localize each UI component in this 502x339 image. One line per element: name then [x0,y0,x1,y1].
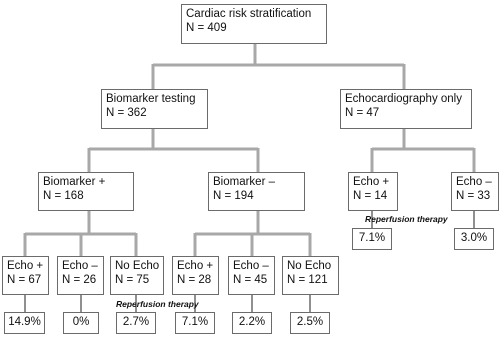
node-title: No Echo [287,260,332,272]
node-count: N = 67 [7,274,42,286]
node-echo-only-echo-positive [348,172,398,211]
node-title: Echo – [62,260,98,272]
node-bn-echo-positive [172,256,219,295]
node-count: N = 121 [287,274,328,286]
node-count: N = 168 [43,190,84,202]
node-count: N = 47 [345,107,380,119]
node-count: N = 194 [213,190,254,202]
node-echocardiography-only [340,89,472,129]
outcome-bp-no-echo: 2.7% [116,312,156,334]
reperfusion-therapy-note: Reperfusion therapy [365,214,448,224]
node-count: N = 33 [456,190,491,202]
node-title: Echo + [177,260,214,272]
node-count: N = 409 [186,22,227,34]
node-title: Biomarker + [43,176,106,188]
node-title: Cardiac risk stratification [186,8,312,20]
node-count: N = 362 [106,107,147,119]
node-title: Echo – [456,176,492,188]
outcome-bn-echo-negative: 2.2% [232,312,272,334]
node-title: Biomarker – [213,176,275,188]
node-title: Biomarker testing [106,93,196,105]
node-bn-no-echo [282,256,339,295]
reperfusion-therapy-note: Reperfusion therapy [116,299,199,309]
outcome-eo-echo-negative: 3.0% [454,228,494,250]
node-title: Echocardiography only [345,93,462,105]
node-count: N = 75 [115,274,150,286]
node-cardiac-risk-stratification [181,4,327,44]
node-biomarker-positive [38,172,134,211]
node-bn-echo-negative [228,256,275,295]
outcome-bp-echo-negative: 0% [63,312,99,334]
outcome-bn-no-echo: 2.5% [290,312,330,334]
node-count: N = 45 [233,274,268,286]
outcome-bp-echo-positive: 14.9% [4,312,45,334]
node-title: Echo – [233,260,269,272]
node-bp-no-echo [110,256,164,295]
node-bp-echo-positive [2,256,49,295]
node-title: Echo + [353,176,390,188]
node-biomarker-testing [101,89,208,129]
node-count: N = 14 [353,190,388,202]
node-count: N = 28 [177,274,212,286]
outcome-eo-echo-positive: 7.1% [352,228,392,250]
node-title: Echo + [7,260,44,272]
node-biomarker-negative [208,172,305,211]
node-echo-only-echo-negative [451,172,499,211]
node-title: No Echo [115,260,160,272]
node-count: N = 26 [62,274,97,286]
outcome-bn-echo-positive: 7.1% [175,312,215,334]
node-bp-echo-negative [57,256,104,295]
